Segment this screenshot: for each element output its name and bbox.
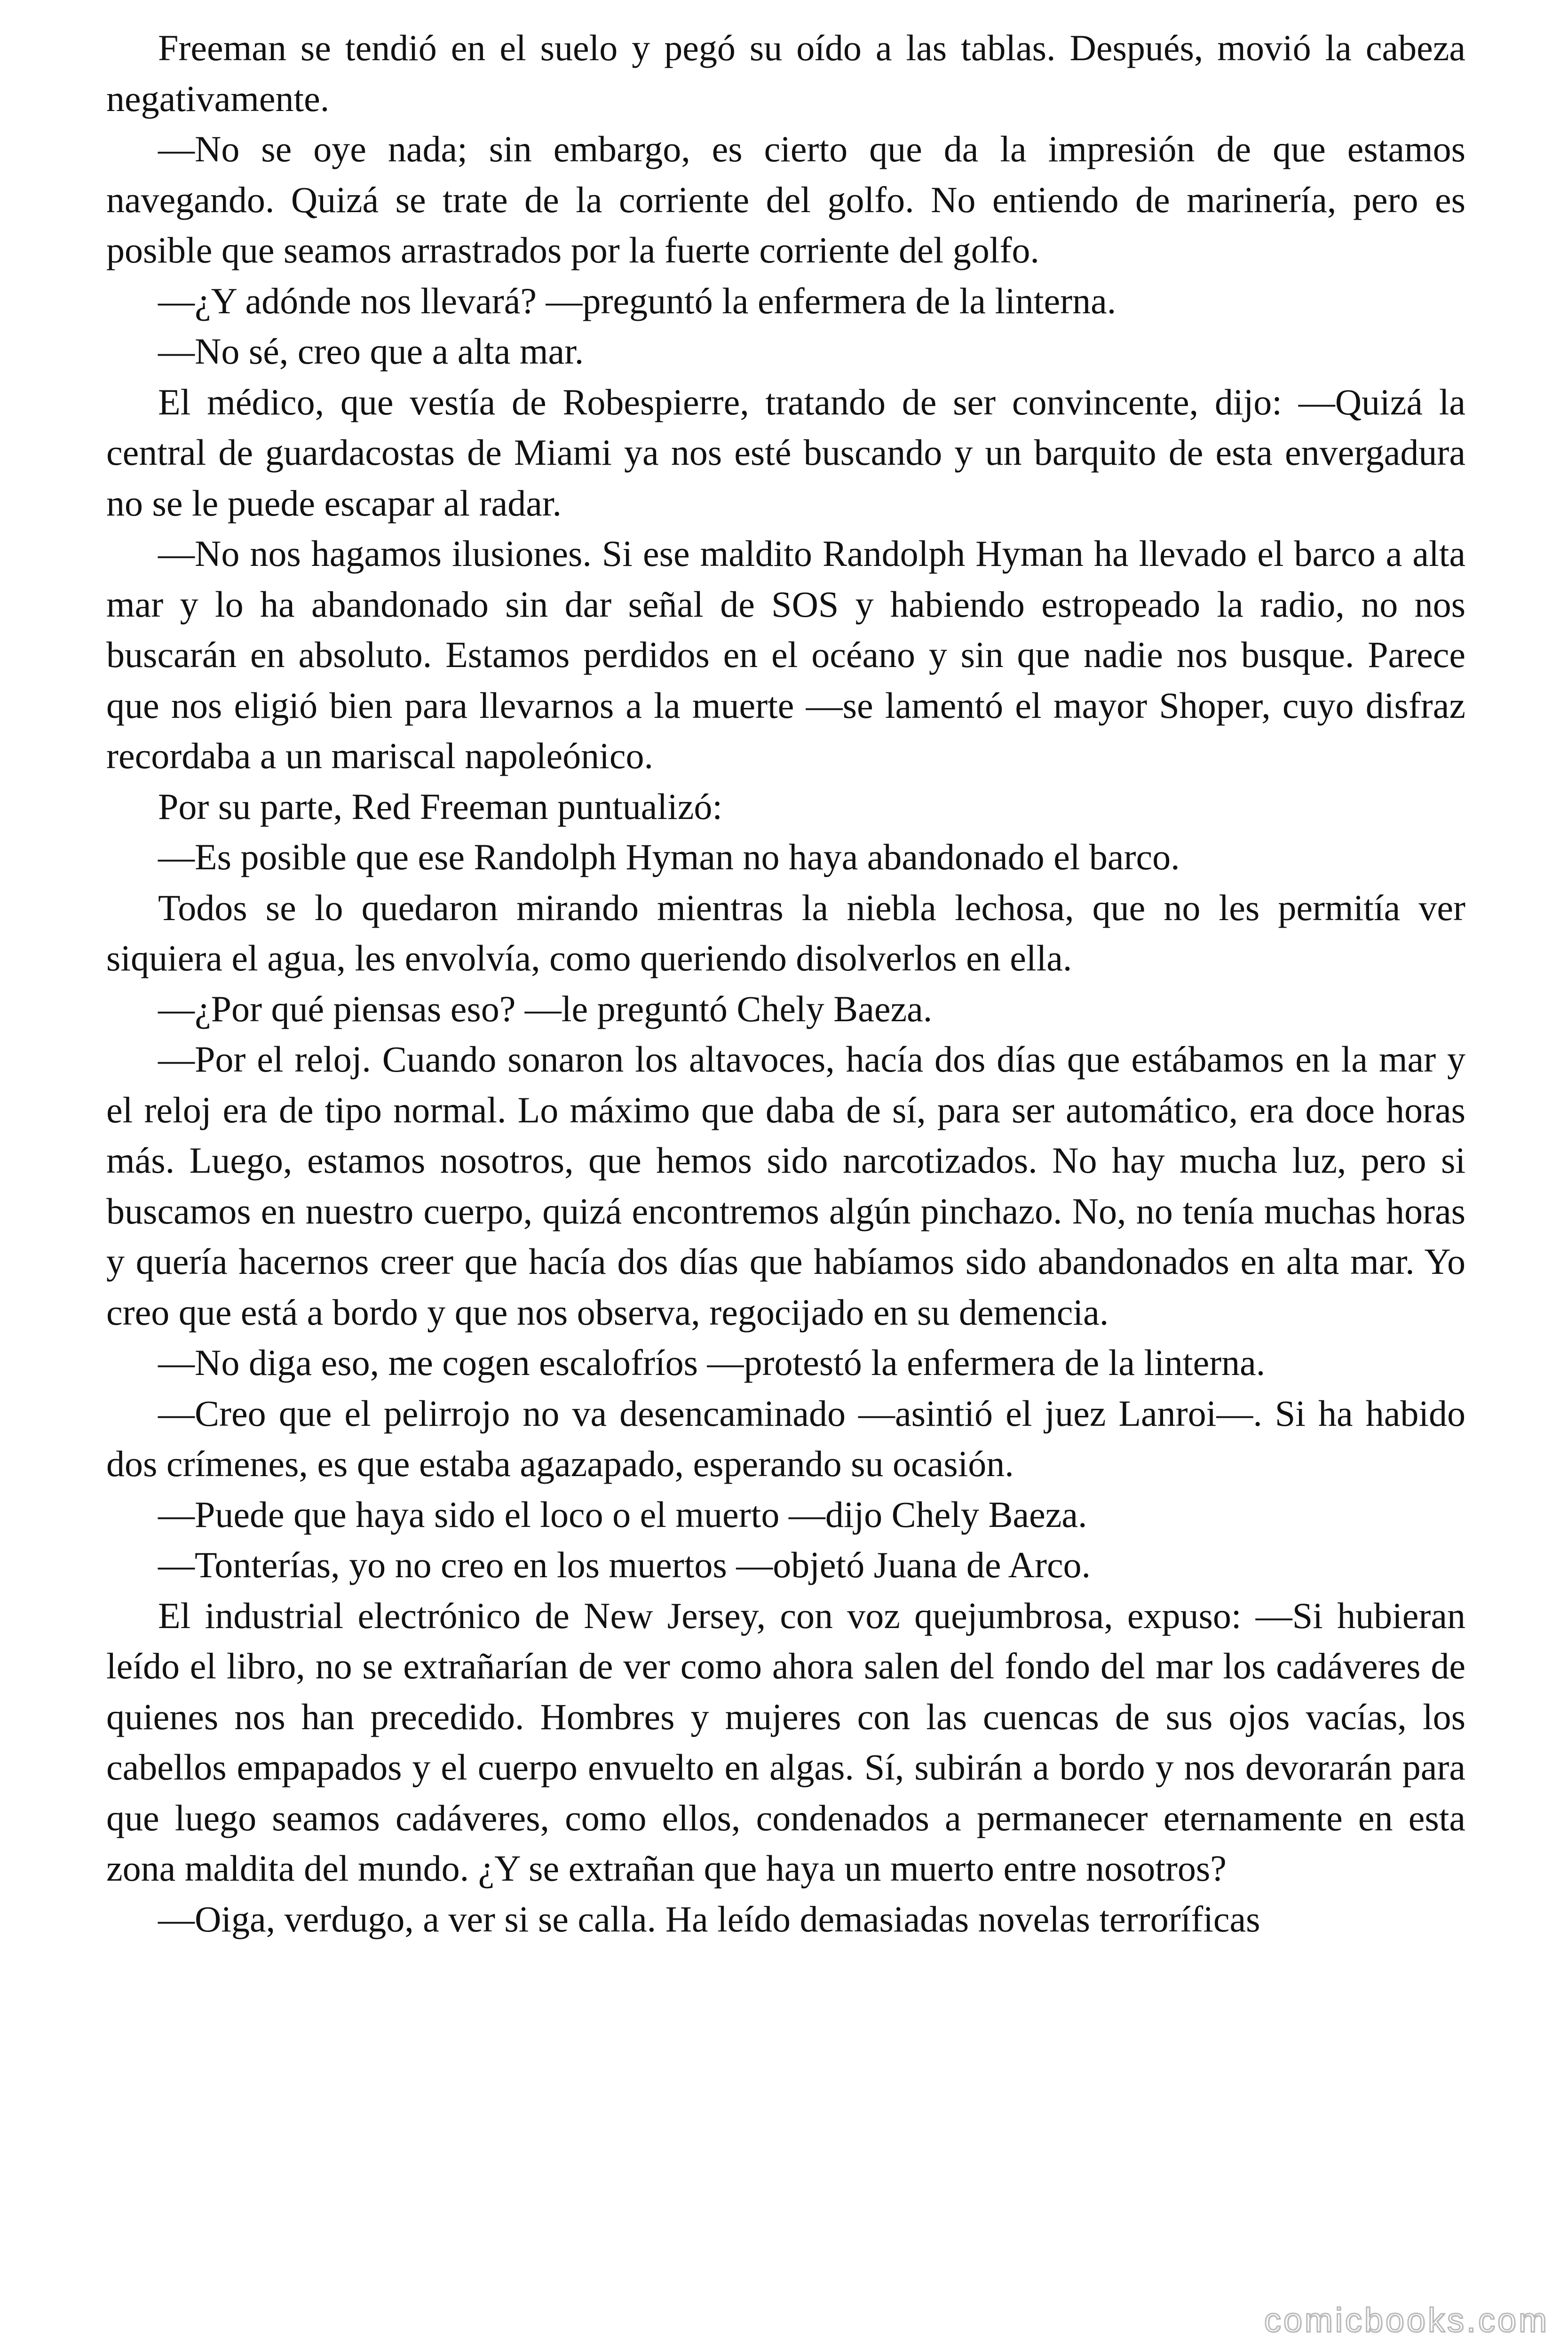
paragraph: —¿Por qué piensas eso? —le preguntó Chely Baeza. <box>158 988 933 1029</box>
paragraph: —Es posible que ese Randolph Hyman no haya abandonado el barco. <box>158 836 1180 877</box>
paragraph: Todos se lo quedaron mirando mientras la niebla lechosa, que no les permitía ver siquiera el agua, les envolvía, como queriendo disolverlos en ella. <box>106 887 1465 978</box>
paragraph: —Tonterías, yo no creo en los muertos —objetó Juana de Arco. <box>158 1544 1091 1585</box>
watermark: comicbooks.com <box>1264 2302 1549 2339</box>
paragraph: —No se oye nada; sin embargo, es cierto que da la impresión de que estamos navegando. Quizá se trate de la corriente del golfo. No entiendo de marinería, pero es posible que seamos arrastrados por la fuerte corriente del golfo. <box>106 128 1465 270</box>
paragraph: —¿Y adónde nos llevará? —preguntó la enfermera de la linterna. <box>158 280 1117 321</box>
paragraph: —Puede que haya sido el loco o el muerto —dijo Chely Baeza. <box>158 1494 1087 1535</box>
paragraph: —Por el reloj. Cuando sonaron los altavoces, hacía dos días que estábamos en la mar y el reloj era de tipo normal. Lo máximo que daba de sí, para ser automático, era doce horas más. Luego, estamos nosotros, que hemos sido narcotizados. No hay mucha luz, pero si buscamos en nuestro cuerpo, quizá encontremos algún pinchazo. No, no tenía muchas horas y quería hacernos creer que hacía dos días que habíamos sido abandonados en alta mar. Yo creo que está a bordo y que nos observa, regocijado en su demencia. <box>106 1039 1465 1333</box>
paragraph: —Oiga, verdugo, a ver si se calla. Ha leído demasiadas novelas terroríficas <box>158 1898 1260 1939</box>
paragraph: El industrial electrónico de New Jersey, con voz quejumbrosa, expuso: —Si hubieran leído el libro, no se extrañarían de ver como ahora salen del fondo del mar los cadáveres de quienes nos han precedido. Hombres y mujeres con las cuencas de sus ojos vacías, los cabellos empapados y el cuerpo envuelto en algas. Sí, subirán a bordo y nos devorarán para que luego seamos cadáveres, como ellos, condenados a permanecer eternamente en esta zona maldita del mundo. ¿Y se extrañan que haya un muerto entre nosotros? <box>106 1595 1465 1889</box>
paragraph: —No sé, creo que a alta mar. <box>158 331 584 372</box>
paragraph: El médico, que vestía de Robespierre, tratando de ser convincente, dijo: —Quizá la central de guardacostas de Miami ya nos esté buscando y un barquito de esta envergadura no se le puede escapar al radar. <box>106 381 1465 524</box>
book-page <box>106 23 1465 1944</box>
paragraph: Freeman se tendió en el suelo y pegó su oído a las tablas. Después, movió la cabeza negativamente. <box>106 27 1465 119</box>
paragraph: Por su parte, Red Freeman puntualizó: <box>158 786 723 827</box>
paragraph: —No nos hagamos ilusiones. Si ese maldito Randolph Hyman ha llevado el barco a alta mar y lo ha abandonado sin dar señal de SOS y habiendo estropeado la radio, no nos buscarán en absoluto. Estamos perdidos en el océano y sin que nadie nos busque. Parece que nos eligió bien para llevarnos a la muerte —se lamentó el mayor Shoper, cuyo disfraz recordaba a un mariscal napoleónico. <box>106 533 1465 776</box>
paragraph: —No diga eso, me cogen escalofríos —protestó la enfermera de la linterna. <box>158 1342 1266 1383</box>
paragraph: —Creo que el pelirrojo no va desencaminado —asintió el juez Lanroi—. Si ha habido dos crímenes, es que estaba agazapado, esperando su ocasión. <box>106 1392 1465 1484</box>
